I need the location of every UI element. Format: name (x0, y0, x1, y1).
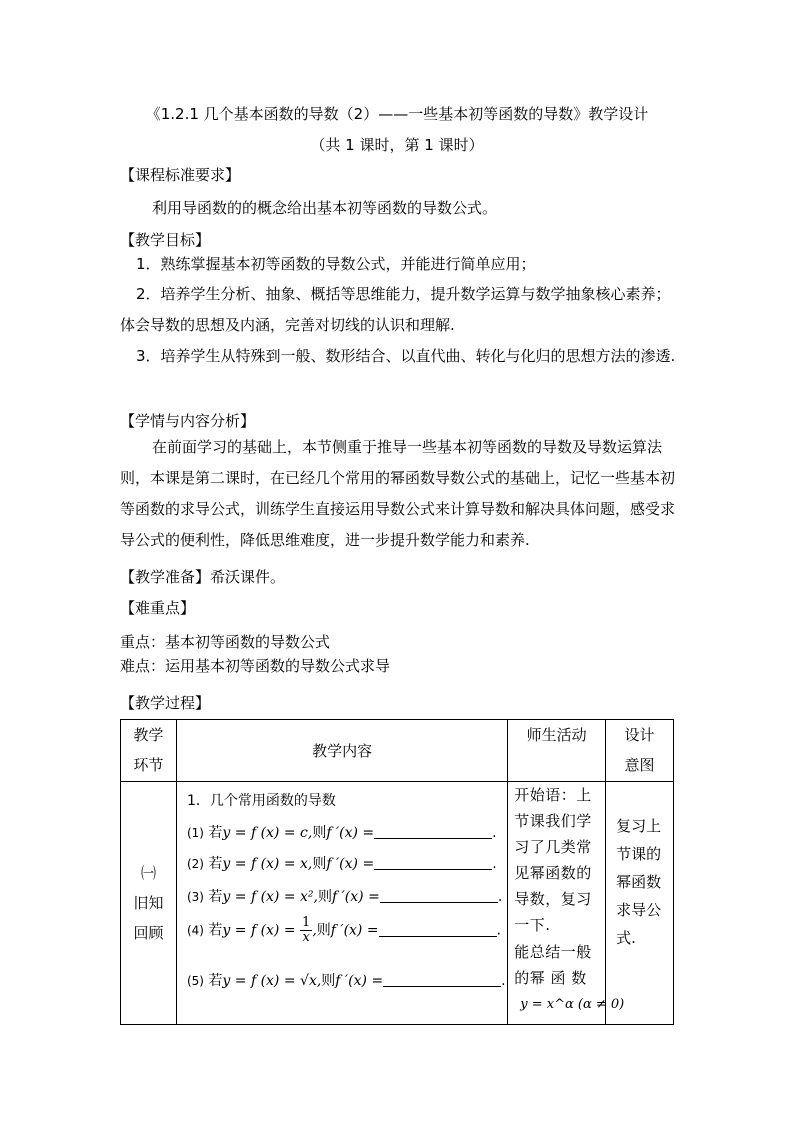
goal-3: 3．培养学生从特殊到一般、数形结合、以直代曲、转化与化归的思想方法的渗透. (136, 347, 676, 365)
formula-item-1: (1) 若y = f (x) = c,则f ′(x) = . (186, 825, 497, 841)
process-table (120, 719, 674, 1025)
fraction-one-over-x: $\frac{1}{x}$ (302, 915, 311, 945)
key-heading: 【难重点】 (120, 599, 196, 617)
standard-heading: 【课程标准要求】 (120, 166, 241, 184)
activity-formula: y = x^α (α ≠ 0) (520, 997, 625, 1012)
document-subtitle: （共 1 课时，第 1 课时） (310, 136, 484, 154)
formula-item-4: (4) 若y = f (x) = $\frac{1}{x}$ ,则f ′(x) = . (186, 915, 502, 945)
analysis-text: 在前面学习的基础上，本节侧重于推导一些基本初等函数的导数及导数运算法则，本课是第二课时，在已经几个常用的幂函数导数公式的基础上，记忆一些基本初等函数的求导公式，训练学生直接运用导数公式来计算导数和解决具体问题，感受求导公式的便利性，降低思维难度，进一步提升数学能力和素养. (120, 438, 676, 549)
content-cell (176, 782, 507, 1025)
standard-text: 利用导函数的的概念给出基本初等函数的导数公式。 (152, 199, 498, 217)
activity-text-1: 开始语：上节课我们学习了几类常见幂函数的导数，复习一下. (514, 786, 592, 934)
prep-text: 【教学准备】希沃课件。 (120, 568, 286, 586)
header-activity: 师生活动 (508, 720, 606, 782)
intent-cell (606, 782, 674, 1025)
table-row (121, 782, 674, 1025)
analysis-heading: 【学情与内容分析】 (120, 412, 256, 430)
stage-cell: ㈠ 旧知回顾 (121, 782, 177, 1025)
header-content: 教学内容 (176, 720, 507, 782)
formula-item-3: (3) 若y = f (x) = x²,则f ′(x) = . (186, 889, 503, 905)
content-title: 1．几个常用函数的导数 (186, 793, 336, 809)
key-point: 重点：基本初等函数的导数公式 (120, 633, 331, 651)
header-stage: 教学环节 (121, 720, 177, 782)
intent-text: 复习上节课的幂函数求导公式. (616, 817, 662, 947)
header-intent: 设计意图 (606, 720, 674, 782)
table-header-row (121, 720, 674, 782)
activity-text-2: 能总结一般的幂 函 数 (514, 943, 592, 987)
goals-heading: 【教学目标】 (120, 231, 211, 249)
goal-1: 1．熟练掌握基本初等函数的导数公式，并能进行简单应用； (136, 255, 536, 273)
difficulty-point: 难点：运用基本初等函数的导数公式求导 (120, 657, 391, 675)
process-heading: 【教学过程】 (120, 694, 211, 712)
formula-item-5: (5) 若y = f (x) = √x,则f ′(x) = . (186, 973, 506, 989)
activity-cell (508, 782, 625, 1025)
goal-2: 2．培养学生分析、抽象、概括等思维能力，提升数学运算与数学抽象核心素养；体会导数的思想及内涵，完善对切线的认识和理解. (120, 285, 671, 334)
formula-item-2: (2) 若y = f (x) = x,则f ′(x) = . (186, 856, 497, 872)
document-title: 《1.2.1 几个基本函数的导数（2）——一些基本初等函数的导数》教学设计 (145, 105, 649, 123)
